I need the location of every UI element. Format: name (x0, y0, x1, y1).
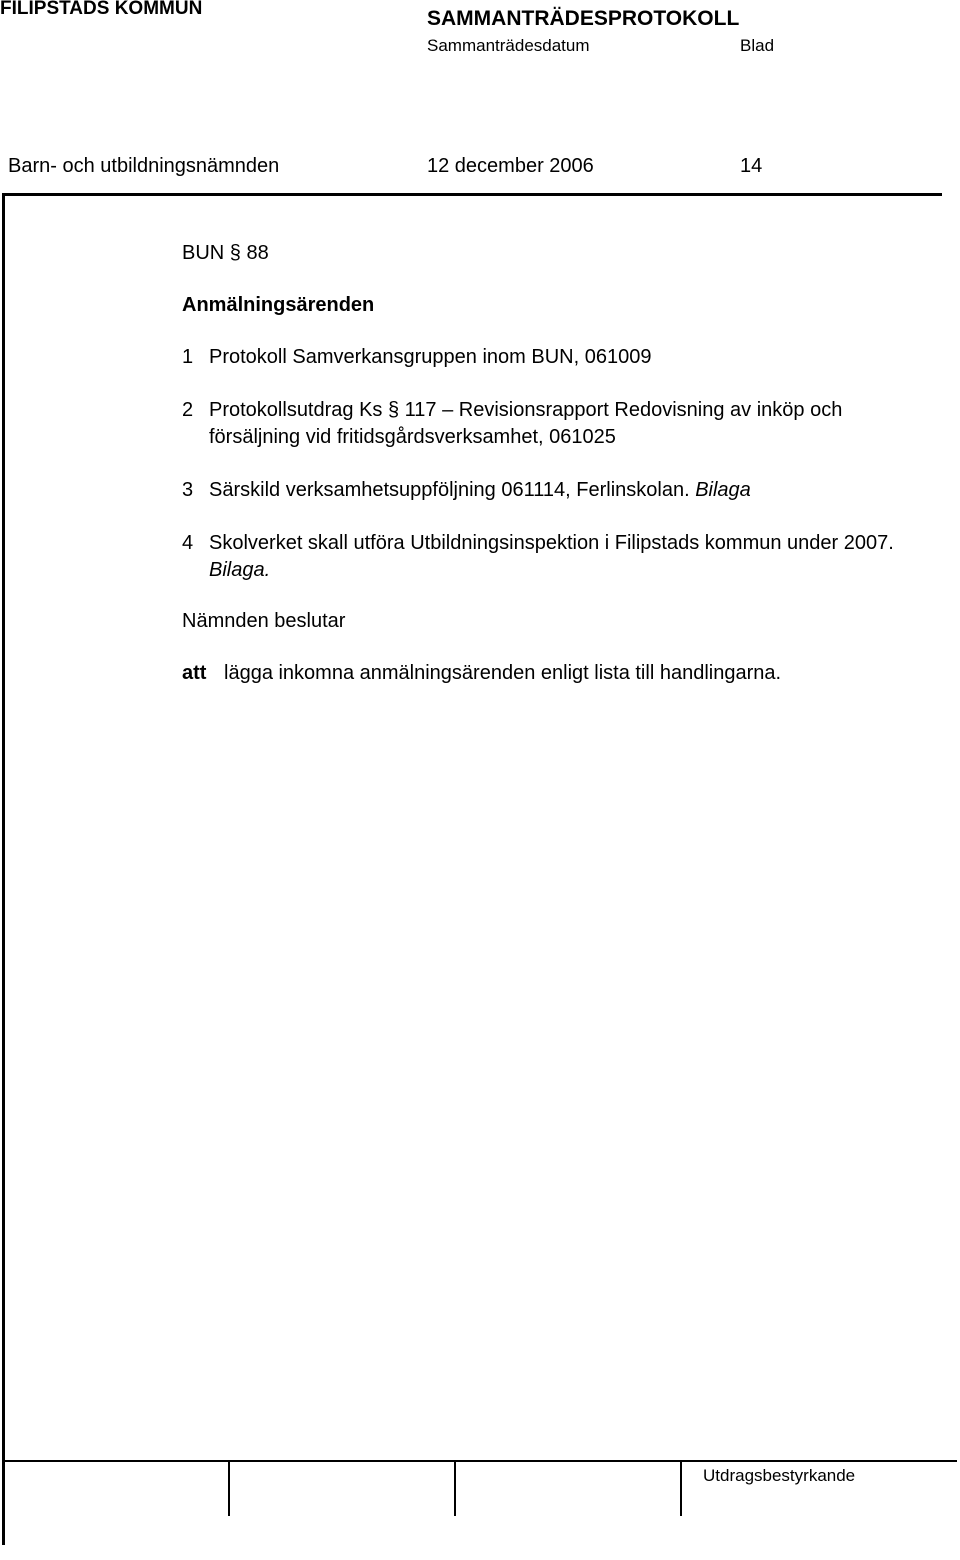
item-text: Skolverket skall utföra Utbildningsinspektion i Filipstads kommun under 2007. Bilaga. (209, 532, 894, 581)
decision-text: lägga inkomna anmälningsärenden enligt lista till handlingarna. (224, 662, 782, 684)
list-item (182, 477, 922, 504)
attachment-note: Bilaga (695, 479, 751, 501)
decision-intro: Nämnden beslutar (182, 610, 346, 632)
item-number: 2 (182, 399, 194, 421)
committee-name: Barn- och utbildningsnämnden (8, 155, 280, 177)
meeting-date: 12 december 2006 (427, 155, 594, 177)
protocol-section (182, 240, 922, 687)
section-number: BUN § 88 (182, 242, 269, 264)
frame-top-border (2, 193, 942, 196)
list-item (182, 397, 922, 451)
item-number: 3 (182, 479, 194, 501)
decision-row (182, 660, 922, 687)
frame-left-border (2, 193, 5, 1545)
att-keyword: att (182, 662, 207, 684)
notification-list (182, 344, 922, 584)
item-text: Särskild verksamhetsuppföljning 061114, Ferlinskolan. Bilaga (209, 479, 751, 501)
item-number: 1 (182, 346, 194, 368)
list-item (182, 530, 922, 584)
signature-box-divider (454, 1462, 456, 1516)
section-heading: Anmälningsärenden (182, 294, 375, 316)
item-text: Protokollsutdrag Ks § 117 – Revisionsrapport Redovisning av inköp och försäljning vid fritidsgårdsverksamhet, 061025 (209, 399, 843, 448)
item-text: Protokoll Samverkansgruppen inom BUN, 061009 (209, 346, 652, 368)
document-type-title: SAMMANTRÄDESPROTOKOLL (427, 7, 740, 30)
page-number: 14 (740, 155, 763, 177)
item-number: 4 (182, 532, 194, 554)
signature-box-divider (680, 1462, 682, 1516)
list-item (182, 344, 922, 371)
certification-label: Utdragsbestyrkande (703, 1466, 856, 1485)
organization-name: FILIPSTADS KOMMUN (0, 0, 203, 19)
page-label: Blad (740, 36, 775, 55)
signature-box-top-border (2, 1460, 957, 1462)
attachment-note: Bilaga. (209, 559, 271, 581)
meeting-date-label: Sammanträdesdatum (427, 36, 590, 55)
signature-box-divider (228, 1462, 230, 1516)
